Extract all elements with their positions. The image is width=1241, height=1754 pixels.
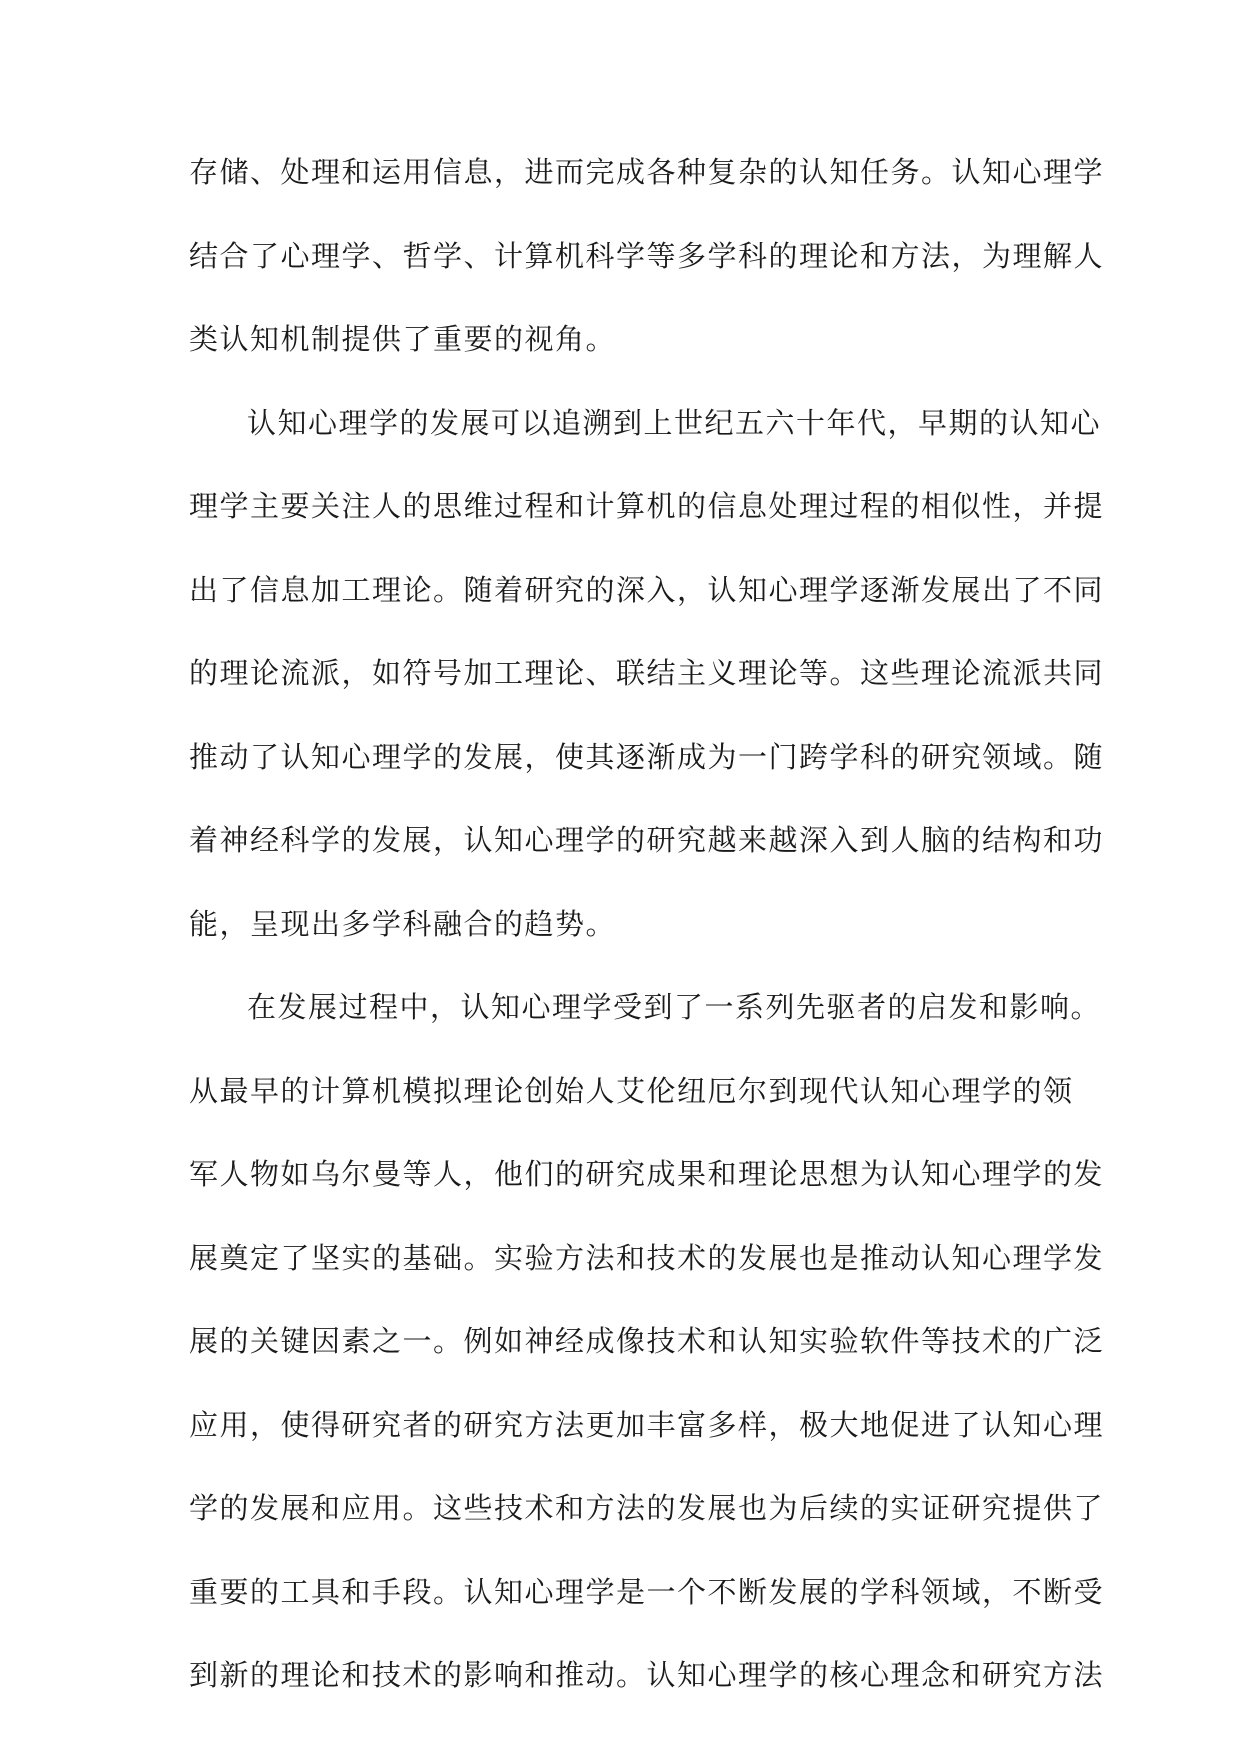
- text-line: 推动了认知心理学的发展，使其逐渐成为一门跨学科的研究领域。随: [189, 739, 1105, 774]
- text-line: 重要的工具和手段。认知心理学是一个不断发展的学科领域，不断受: [189, 1574, 1105, 1609]
- text-line: 能，呈现出多学科融合的趋势。: [189, 906, 617, 941]
- text-line: 展的关键因素之一。例如神经成像技术和认知实验软件等技术的广泛: [189, 1324, 1105, 1358]
- body-text: [189, 142, 1105, 1729]
- text-line: 结合了心理学、哲学、计算机科学等多学科的理论和方法，为理解人: [189, 238, 1105, 273]
- text-line: 类认知机制提供了重要的视角。: [189, 322, 617, 356]
- text-line: 军人物如乌尔曼等人，他们的研究成果和理论思想为认知心理学的发: [189, 1157, 1105, 1191]
- text-line: 着神经科学的发展，认知心理学的研究越来越深入到人脑的结构和功: [189, 823, 1105, 857]
- paragraph-start-line: 认知心理学的发展可以追溯到上世纪五六十年代，早期的认知心: [247, 405, 1102, 440]
- paragraph-start-line: 在发展过程中，认知心理学受到了一系列先驱者的启发和影响。: [247, 990, 1102, 1024]
- text-line: 的理论流派，如符号加工理论、联结主义理论等。这些理论流派共同: [189, 656, 1105, 690]
- text-line: 从最早的计算机模拟理论创始人艾伦纽厄尔到现代认知心理学的领: [189, 1073, 1074, 1108]
- text-line: 存储、处理和运用信息，进而完成各种复杂的认知任务。认知心理学: [189, 155, 1105, 189]
- text-line: 应用，使得研究者的研究方法更加丰富多样，极大地促进了认知心理: [189, 1407, 1105, 1442]
- text-line: 到新的理论和技术的影响和推动。认知心理学的核心理念和研究方法: [189, 1658, 1105, 1692]
- text-line: 展奠定了坚实的基础。实验方法和技术的发展也是推动认知心理学发: [189, 1240, 1105, 1275]
- text-line: 理学主要关注人的思维过程和计算机的信息处理过程的相似性，并提: [189, 489, 1105, 523]
- text-line: 学的发展和应用。这些技术和方法的发展也为后续的实证研究提供了: [189, 1491, 1105, 1525]
- text-line: 出了信息加工理论。随着研究的深入，认知心理学逐渐发展出了不同: [189, 572, 1105, 607]
